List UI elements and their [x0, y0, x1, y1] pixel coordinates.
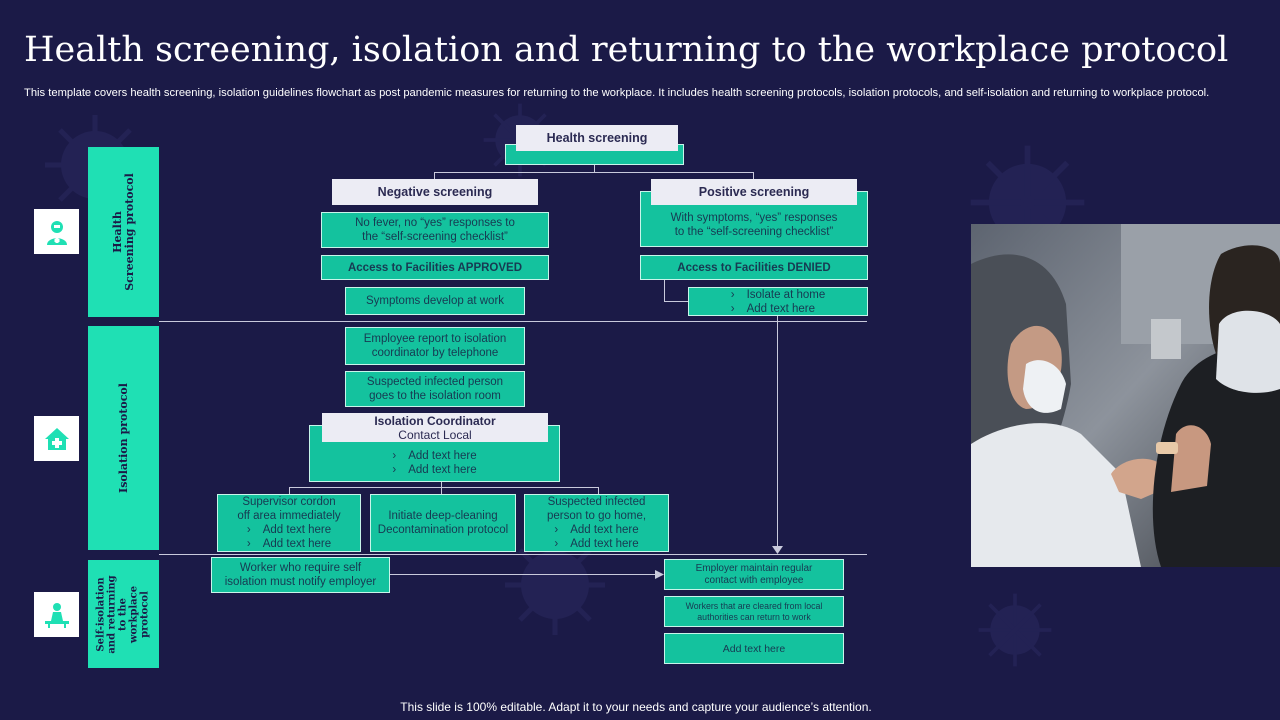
list-item: › Add text here [247, 523, 331, 537]
list-item: › Add text here [731, 302, 825, 316]
list-item: › Add text here [554, 523, 638, 537]
list-item: › Add text here [554, 537, 638, 551]
isolation-band [88, 326, 159, 550]
list-item: › Add text here [247, 537, 331, 551]
self-isolation-icon-box [34, 592, 79, 637]
connector-line [664, 279, 665, 301]
deep-cleaning: Initiate deep-cleaning Decontamination protocol [370, 494, 516, 552]
negative-description: No fever, no “yes” responses to the “self-screening checklist” [321, 212, 549, 248]
section-divider [159, 321, 867, 322]
doctor-icon [43, 218, 71, 246]
self-isolation-band [88, 560, 159, 668]
isolate-at-home [688, 287, 868, 316]
list-item: › Isolate at home [731, 288, 825, 302]
isolation-coordinator-label: Isolation Coordinator Contact Local [322, 413, 548, 442]
section-divider [159, 554, 867, 555]
list-item: › Add text here [392, 463, 476, 477]
connector-line [389, 574, 657, 575]
self-band-label: Self-isolation and returning to the workplace protocol [96, 574, 152, 654]
health-screening-label: Health screening [516, 125, 678, 151]
slide-subtitle: This template covers health screening, isolation guidelines flowchart as post pandemic measures for returning to the workplace. It includes health screening protocols, isolation protocols, and self-isolation and returning to workplace protocol. [24, 87, 1210, 99]
arrow-head [772, 546, 783, 554]
worker-notify: Worker who require self isolation must notify employer [211, 557, 390, 593]
symptoms-develop: Symptoms develop at work [345, 287, 525, 315]
isolation-band-label: Isolation protocol [116, 383, 130, 493]
positive-description: With symptoms, “yes” responses to the “self-screening checklist” [640, 191, 868, 247]
slide-footer: This slide is 100% editable. Adapt it to your needs and capture your audience’s attention. [400, 700, 872, 714]
person-at-desk-icon [43, 601, 71, 629]
health-band-label: Health Screening protocol [110, 173, 136, 291]
connector-line [777, 316, 778, 548]
connector-line [434, 172, 754, 173]
workers-cleared: Workers that are cleared from local authorities can return to work [664, 596, 844, 627]
house-icon [43, 425, 71, 453]
connector-line [594, 164, 595, 172]
connector-line [289, 487, 599, 488]
vaccination-photo [971, 224, 1280, 567]
access-denied: Access to Facilities DENIED [640, 255, 868, 280]
list-item: › Add text here [392, 449, 476, 463]
employer-contact: Employer maintain regular contact with employee [664, 559, 844, 590]
connector-line [664, 301, 688, 302]
employee-report: Employee report to isolation coordinator by telephone [345, 327, 525, 365]
virus-decoration-icon [975, 590, 1055, 670]
suspected-go-home: Suspected infected person to go home, › Add text here › Add text here [524, 494, 669, 552]
arrow-head [655, 570, 664, 579]
add-text-box: Add text here [664, 633, 844, 664]
isolation-icon-box [34, 416, 79, 461]
positive-screening-label: Positive screening [651, 179, 857, 205]
supervisor-cordon: Supervisor cordon off area immediately › Add text here › Add text here [217, 494, 361, 552]
health-screening-band [88, 147, 159, 317]
health-icon-box [34, 209, 79, 254]
negative-screening-label: Negative screening [332, 179, 538, 205]
access-approved: Access to Facilities APPROVED [321, 255, 549, 280]
suspected-isolation-room: Suspected infected person goes to the isolation room [345, 371, 525, 407]
slide-title: Health screening, isolation and returning to the workplace protocol [24, 30, 1229, 70]
